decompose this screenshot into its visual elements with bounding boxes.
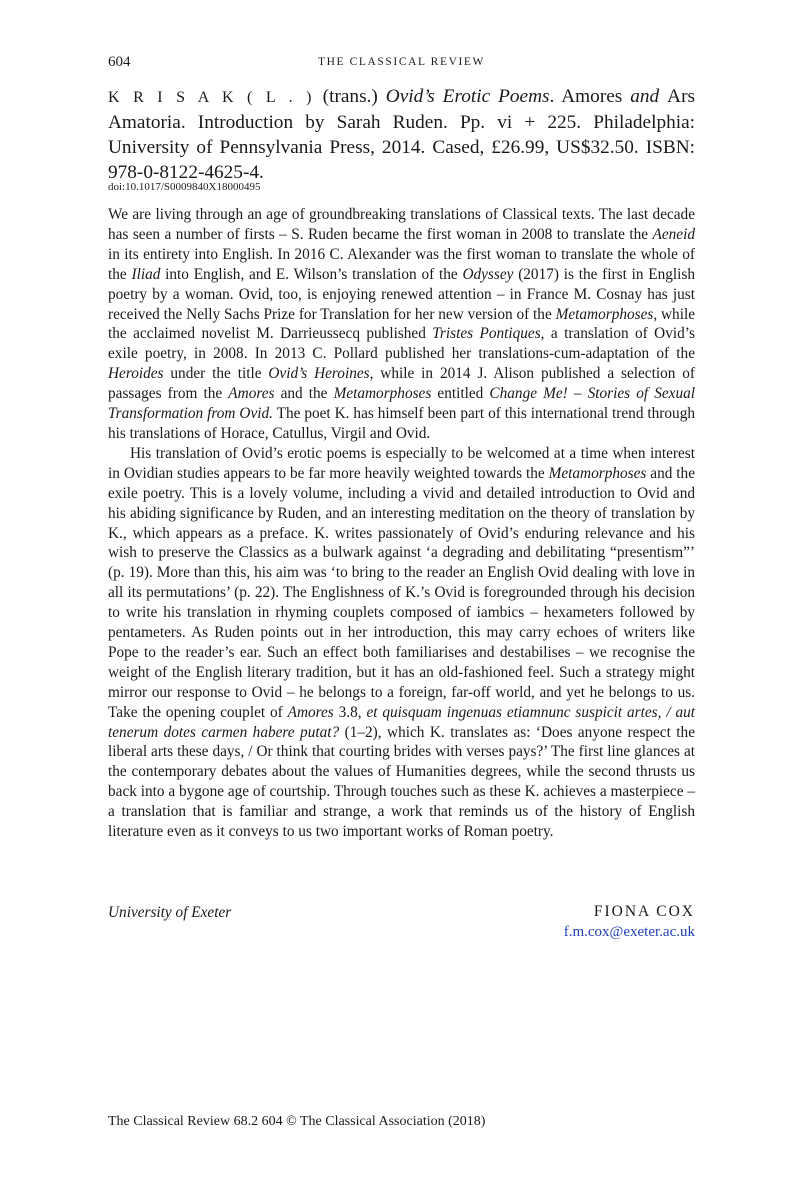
- running-title: THE CLASSICAL REVIEW: [317, 56, 485, 68]
- review-body: [108, 205, 695, 842]
- citation-author: K R I S A K ( L . ): [108, 89, 315, 106]
- citation-work-amores: Amores: [561, 86, 623, 107]
- review-citation: K R I S A K ( L . ) (trans.) Ovid’s Erotic Poems. Amores and Ars Amatoria. Introduction by Sarah Ruden. Pp. vi + 225. Philadelphia: University of Pennsylvania Press, 2014. Cased, £26.99, US$32.50. ISBN: 978-0-8122-4625-4.: [108, 86, 696, 183]
- citation-book-title: Ovid’s Erotic Poems: [385, 86, 550, 107]
- doi: doi:10.1017/S0009840X18000495: [108, 181, 261, 193]
- citation-work-ars-amatoria: Ars Amatoria: [108, 86, 696, 133]
- page-header: [108, 54, 695, 74]
- reviewer-affiliation: University of Exeter: [108, 904, 232, 921]
- citation-trans: (trans.): [314, 86, 386, 107]
- paragraph-2: His translation of Ovid’s erotic poems is especially to be welcomed at a time when interest in Ovidian studies appears to be far more heavily weighted towards the Metamorphoses and the exile poetry. This is a lovely volume, including a vivid and detailed introduction to Ovid and his abiding significance by Ruden, and an interesting meditation on the theory of translation by K., which appears as a preface. K. writes passionately of Ovid’s enduring relevance and his wish to preserve the Classics as a bulwark against ‘a degrading and debilitating “presentism”’ (p. 19). More than this, his aim was ‘to bring to the reader an English Ovid dealing with love in all its permutations’ (p. 22). The Englishness of K.’s Ovid is foregrounded through his decision to write his translation in rhyming couplets composed of iambics – hexameters followed by pentameters. As Ruden points out in her introduction, this may carry echoes of writers like Pope to the reader’s ear. Such an effect both familiarises and destabilises – we recognise the weight of the English literary tradition, but it has an old-fashioned feel. Such a strategy might mirror our response to Ovid – he belongs to a foreign, far-off world, and yet he belongs to us. Take the opening couplet of Amores 3.8, et quisquam ingenuas etiamnunc suspicit artes, / aut tenerum dotes carmen habere putat? (1–2), which K. translates as: ‘Does anyone respect the liberal arts these days, / Or think that courting brides with verses pays?’ The first line glances at the contemporary debates about the values of Humanities degrees, while the second thrusts us back into a bygone age of courtship. Through touches such as these K. achieves a masterpiece – a translation that is familiar and strange, a work that reminds us of the history of English literature even as it conveys to us two important works of Roman poetry.: [108, 444, 695, 841]
- paragraph-1: We are living through an age of groundbreaking translations of Classical texts. The last decade has seen a number of firsts – S. Ruden became the first woman in 2008 to translate the Aeneid in its entirety into English. In 2016 C. Alexander was the first woman to translate the whole of the Iliad into English, and E. Wilson’s translation of the Odyssey (2017) is the first in English poetry by a woman. Ovid, too, is enjoying renewed attention – in France M. Cosnay has just received the Nelly Sachs Prize for Translation for her new version of the Metamorphoses, while the acclaimed novelist M. Darrieussecq published Tristes Pontiques, a translation of Ovid’s exile poetry, in 2008. In 2013 C. Pollard published her translations-cum-adaptation of the Heroides under the title Ovid’s Heroines, while in 2014 J. Alison published a selection of passages from the Amores and the Metamorphoses entitled Change Me! – Stories of Sexual Transformation from Ovid. The poet K. has himself been part of this international trend through his translations of Horace, Catullus, Virgil and Ovid.: [108, 206, 696, 442]
- page-footer: The Classical Review 68.2 604 © The Classical Association (2018): [108, 1114, 486, 1129]
- citation-details: . Introduction by Sarah Ruden. Pp. vi + 225. Philadelphia: University of Pennsylvania Press, 2014. Cased, £26.99, US$32.50. ISBN: 978-0-8122-4625-4.: [108, 112, 695, 183]
- reviewer-name: FIONA COX: [593, 903, 695, 920]
- page-number: 604: [108, 54, 131, 70]
- reviewer-email-link[interactable]: f.m.cox@exeter.ac.uk: [563, 924, 695, 940]
